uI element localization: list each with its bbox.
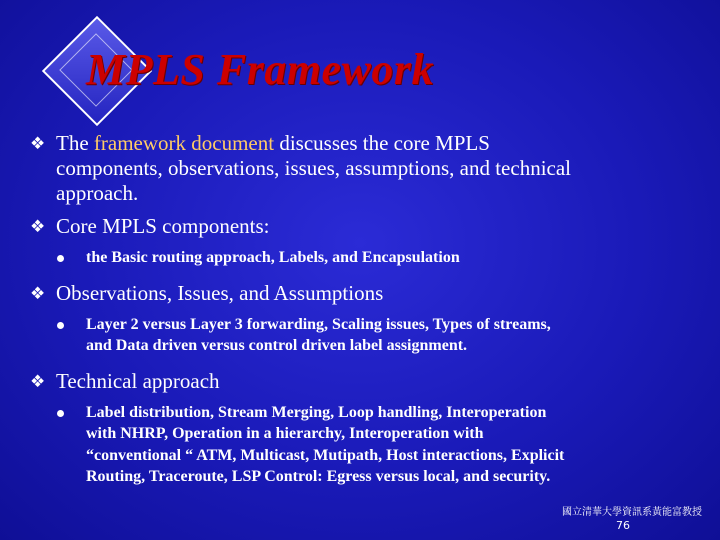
sub-bullet-line: the Basic routing approach, Labels, and Encapsulation	[86, 249, 460, 266]
diamond-bullet-icon: ❖	[30, 371, 46, 391]
sub-bullet-line: with NHRP, Operation in a hierarchy, Interoperation with	[86, 425, 484, 442]
bullet-framework-document	[30, 131, 695, 206]
sub-bullet-line: and Data driven versus control driven label assignment.	[86, 337, 468, 354]
bullet-line: Observations, Issues, and Assumptions	[56, 280, 384, 305]
dot-bullet-icon	[57, 255, 64, 262]
bullet-core-components	[30, 214, 695, 239]
bullet-line: Core MPLS components:	[56, 214, 270, 238]
sub-bullet-line: Label distribution, Stream Merging, Loop handling, Interoperation	[86, 403, 547, 421]
sub-bullet-line: Routing, Traceroute, LSP Control: Egress versus local, and security.	[86, 468, 551, 485]
sub-bullet-line: “conventional “ ATM, Multicast, Mutipath, Host interactions, Explicit	[86, 446, 565, 464]
bullet-line: Technical approach	[56, 368, 220, 393]
slide-title: MPLS Framework	[86, 45, 435, 94]
bullet-line: approach.	[56, 181, 139, 205]
slide-body	[30, 131, 695, 500]
diamond-bullet-icon: ❖	[30, 217, 46, 236]
sub-bullet-core-components	[30, 247, 695, 269]
bullet-line: The framework document discusses the core MPLS	[56, 131, 490, 155]
bullet-line: components, observations, issues, assumptions, and technical	[56, 156, 572, 180]
sub-bullet-line: Layer 2 versus Layer 3 forwarding, Scaling issues, Types of streams,	[86, 315, 551, 333]
bullet-technical-approach	[30, 369, 695, 394]
footer-organization: 國立清華大學資訊系黃能富教授	[562, 507, 702, 518]
sub-bullet-observations	[30, 314, 695, 357]
page-number: 76	[616, 519, 630, 532]
diamond-bullet-icon: ❖	[30, 283, 46, 303]
sub-bullet-technical-approach	[30, 402, 695, 488]
bullet-observations	[30, 281, 695, 306]
highlight-framework-document: framework document	[93, 131, 275, 155]
dot-bullet-icon	[57, 322, 64, 329]
dot-bullet-icon	[57, 410, 64, 417]
diamond-bullet-icon: ❖	[30, 134, 46, 153]
